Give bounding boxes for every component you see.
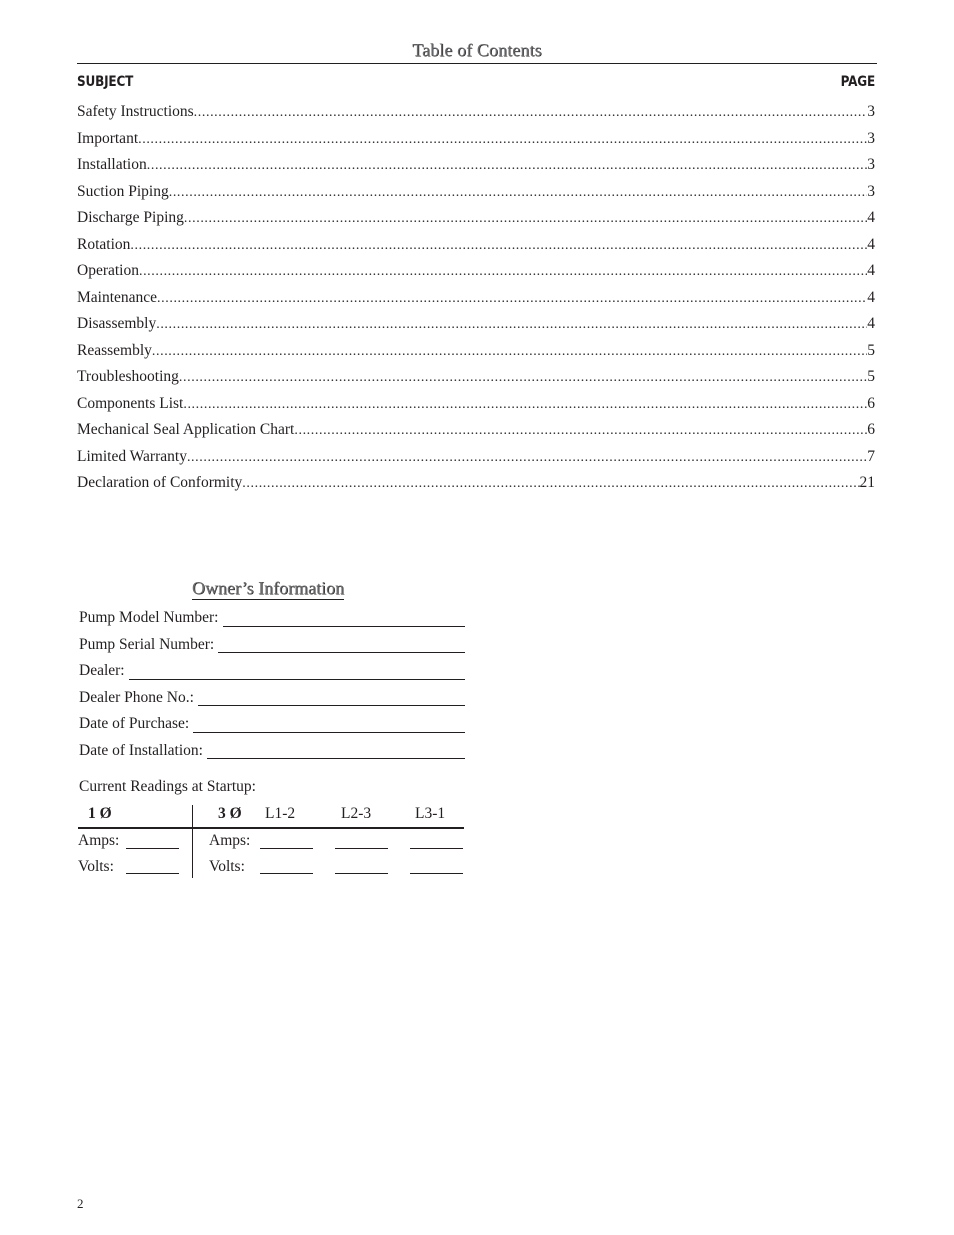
fill-in-line[interactable] bbox=[129, 678, 465, 680]
three-phase-amps-l3-1-blank[interactable] bbox=[410, 848, 463, 849]
leg-header-l1-2: L1-2 bbox=[265, 805, 296, 822]
toc-leader-dots bbox=[157, 291, 867, 307]
toc-entry-page: 21 bbox=[859, 474, 875, 491]
toc-entry-label: Suction Piping bbox=[77, 182, 169, 200]
three-phase-volts-l3-1-blank[interactable] bbox=[410, 873, 463, 874]
owner-info-title: Owner’s Information bbox=[192, 578, 345, 598]
single-phase-volts-blank[interactable] bbox=[126, 873, 179, 874]
toc-entry bbox=[77, 209, 875, 236]
single-phase-header: 1 Ø bbox=[88, 805, 112, 822]
toc-entry bbox=[77, 130, 875, 157]
toc-entry bbox=[77, 315, 875, 342]
toc-entry bbox=[77, 421, 875, 448]
toc-entry-label: Declaration of Conformity bbox=[77, 474, 243, 491]
field-label: Pump Serial Number: bbox=[79, 635, 215, 653]
toc-title-rule bbox=[77, 63, 877, 64]
toc-title: Table of Contents bbox=[412, 40, 542, 60]
toc-list bbox=[77, 103, 875, 501]
toc-entry-page: 3 bbox=[867, 129, 875, 147]
three-phase-header: 3 Ø bbox=[218, 805, 242, 822]
toc-entry-label: Installation bbox=[77, 156, 147, 173]
field-label: Dealer: bbox=[79, 662, 125, 679]
owner-field-dealer-phone bbox=[79, 689, 465, 716]
toc-entry bbox=[77, 236, 875, 263]
toc-leader-dots bbox=[242, 476, 859, 492]
three-phase-amps-label: Amps: bbox=[209, 832, 251, 849]
toc-entry-label: Components List bbox=[77, 394, 184, 412]
toc-leader-dots bbox=[294, 423, 867, 439]
current-readings-table bbox=[78, 805, 464, 879]
toc-entry-page: 3 bbox=[867, 103, 875, 120]
toc-leader-dots bbox=[130, 238, 867, 254]
fill-in-line[interactable] bbox=[218, 651, 465, 653]
fill-in-line[interactable] bbox=[207, 757, 465, 759]
owner-field-pump-model bbox=[79, 609, 465, 636]
readings-column-divider bbox=[192, 805, 193, 878]
leg-header-l2-3: L2-3 bbox=[341, 805, 372, 822]
toc-leader-dots bbox=[184, 211, 867, 227]
owner-field-date-of-purchase bbox=[79, 715, 465, 742]
single-phase-amps-blank[interactable] bbox=[126, 848, 179, 849]
toc-entry-page: 3 bbox=[867, 156, 875, 173]
toc-entry-page: 3 bbox=[867, 182, 875, 200]
three-phase-amps-l2-3-blank[interactable] bbox=[335, 848, 388, 849]
toc-entry-page: 5 bbox=[867, 341, 875, 359]
toc-leader-dots bbox=[169, 185, 868, 201]
toc-leader-dots bbox=[194, 105, 868, 121]
toc-entry-label: Safety Instructions bbox=[77, 103, 194, 120]
field-label: Date of Installation: bbox=[79, 741, 203, 759]
toc-leader-dots bbox=[156, 317, 867, 333]
page-number: 2 bbox=[77, 1196, 84, 1211]
owner-field-pump-serial bbox=[79, 636, 465, 663]
toc-entry-page: 7 bbox=[867, 447, 875, 465]
readings-header-rule bbox=[78, 827, 464, 829]
toc-leader-dots bbox=[152, 344, 867, 360]
toc-entry-page: 4 bbox=[867, 288, 875, 306]
toc-entry-label: Maintenance bbox=[77, 288, 158, 306]
toc-entry-page: 4 bbox=[867, 262, 875, 279]
toc-leader-dots bbox=[138, 132, 867, 148]
single-phase-volts-label: Volts: bbox=[78, 858, 114, 875]
toc-entry-label: Discharge Piping bbox=[77, 209, 184, 226]
toc-entry bbox=[77, 368, 875, 395]
three-phase-volts-label: Volts: bbox=[209, 858, 245, 875]
toc-entry-label: Disassembly bbox=[77, 315, 157, 332]
field-label: Pump Model Number: bbox=[79, 609, 219, 626]
toc-entry-page: 6 bbox=[867, 394, 875, 412]
toc-entry-label: Rotation bbox=[77, 235, 131, 253]
toc-entry bbox=[77, 156, 875, 183]
toc-entry-label: Troubleshooting bbox=[77, 368, 179, 385]
toc-leader-dots bbox=[179, 370, 867, 386]
three-phase-amps-l1-2-blank[interactable] bbox=[260, 848, 313, 849]
toc-entry bbox=[77, 103, 875, 130]
three-phase-volts-l1-2-blank[interactable] bbox=[260, 873, 313, 874]
leg-header-l3-1: L3-1 bbox=[415, 805, 446, 822]
toc-entry-page: 6 bbox=[867, 421, 875, 438]
toc-leader-dots bbox=[147, 158, 868, 174]
toc-entry bbox=[77, 448, 875, 475]
toc-entry bbox=[77, 183, 875, 210]
single-phase-amps-label: Amps: bbox=[78, 832, 120, 849]
toc-subject-header: SUBJECT bbox=[77, 74, 134, 90]
owner-field-date-of-installation bbox=[79, 742, 465, 769]
toc-entry-label: Limited Warranty bbox=[77, 447, 187, 465]
toc-leader-dots bbox=[139, 264, 867, 280]
fill-in-line[interactable] bbox=[193, 731, 465, 733]
current-readings-label: Current Readings at Startup: bbox=[79, 778, 256, 795]
toc-entry-page: 4 bbox=[867, 235, 875, 253]
toc-entry bbox=[77, 262, 875, 289]
toc-entry bbox=[77, 342, 875, 369]
toc-entry-label: Important bbox=[77, 129, 139, 147]
toc-page-header: PAGE bbox=[840, 74, 875, 90]
toc-entry-label: Mechanical Seal Application Chart bbox=[77, 421, 295, 438]
field-label: Dealer Phone No.: bbox=[79, 688, 194, 706]
toc-entry-label: Operation bbox=[77, 262, 139, 279]
toc-leader-dots bbox=[187, 450, 867, 466]
toc-entry-page: 4 bbox=[867, 209, 875, 226]
owner-info-form bbox=[79, 609, 465, 768]
toc-entry-page: 5 bbox=[867, 368, 875, 385]
fill-in-line[interactable] bbox=[198, 704, 465, 706]
owner-field-dealer bbox=[79, 662, 465, 689]
toc-entry bbox=[77, 474, 875, 501]
toc-leader-dots bbox=[183, 397, 867, 413]
toc-entry-label: Reassembly bbox=[77, 341, 152, 359]
three-phase-volts-l2-3-blank[interactable] bbox=[335, 873, 388, 874]
toc-entry-page: 4 bbox=[867, 315, 875, 332]
toc-entry bbox=[77, 289, 875, 316]
field-label: Date of Purchase: bbox=[79, 715, 190, 732]
toc-entry bbox=[77, 395, 875, 422]
fill-in-line[interactable] bbox=[223, 625, 466, 627]
